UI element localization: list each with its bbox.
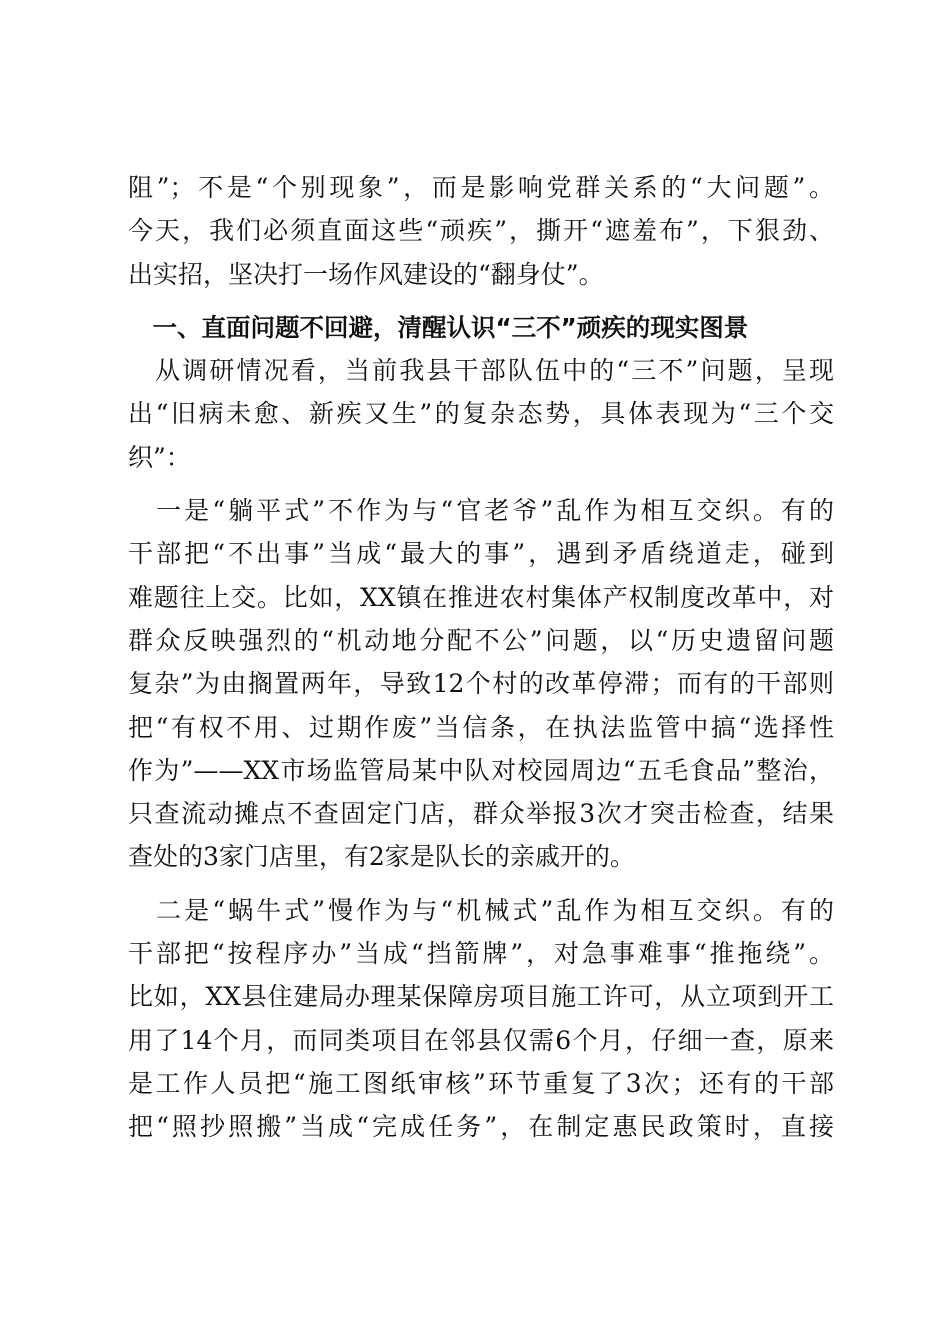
text-line: 作为”——XX市场监管局某中队对校园周边“五毛食品”整治， (128, 755, 834, 785)
text-line: 群众反映强烈的“机动地分配不公”问题，以“历史遗留问题 (128, 625, 834, 655)
text-line: 今天，我们必须直面这些“顽疾”，撕开“遮羞布”，下狠劲、 (128, 216, 834, 246)
text-line: 出实招，坚决打一场作风建设的“翻身仗”。 (128, 259, 604, 289)
text-line: 二是“蜗牛式”慢作为与“机械式”乱作为相互交织。有的 (128, 895, 834, 925)
text-line: 查处的3家门店里，有2家是队长的亲戚开的。 (128, 842, 635, 872)
overview-paragraph (128, 349, 834, 479)
text-line: 从调研情况看，当前我县干部队伍中的“三不”问题，呈现 (128, 356, 834, 386)
paragraph-gap (128, 879, 834, 889)
text-line: 干部把“按程序办”当成“挡箭牌”，对急事难事“推拖绕”。 (128, 939, 834, 969)
intro-paragraph (128, 166, 834, 296)
text-line: 把“照抄照搬”当成“完成任务”，在制定惠民政策时，直接 (128, 1112, 834, 1142)
point-one-paragraph (128, 489, 834, 879)
point-two-paragraph (128, 889, 834, 1149)
text-line: 织”： (128, 442, 191, 472)
text-line: 出“旧病未愈、新疾又生”的复杂态势，具体表现为“三个交 (128, 399, 834, 429)
document-body (128, 166, 834, 1149)
text-line: 复杂”为由搁置两年，导致12个村的改革停滞；而有的干部则 (128, 669, 834, 699)
text-line: 比如，XX县住建局办理某保障房项目施工许可，从立项到开工 (128, 982, 834, 1012)
paragraph-gap (128, 479, 834, 489)
text-line: 干部把“不出事”当成“最大的事”，遇到矛盾绕道走，碰到 (128, 539, 834, 569)
text-line: 把“有权不用、过期作废”当信条，在执法监管中搞“选择性 (128, 712, 834, 742)
text-line: 难题往上交。比如，XX镇在推进农村集体产权制度改革中，对 (128, 582, 834, 612)
text-line: 用了14个月，而同类项目在邻县仅需6个月，仔细一查，原来 (128, 1025, 834, 1055)
section-heading: 一、直面问题不回避，清醒认识“三不”顽疾的现实图景 (128, 312, 749, 342)
text-line: 一是“躺平式”不作为与“官老爷”乱作为相互交织。有的 (128, 496, 834, 526)
text-line: 是工作人员把“施工图纸审核”环节重复了3次；还有的干部 (128, 1068, 834, 1098)
text-line: 只查流动摊点不查固定门店，群众举报3次才突击检查，结果 (128, 799, 834, 829)
paragraph-gap (128, 296, 834, 306)
text-line: 阻”；不是“个别现象”，而是影响党群关系的“大问题”。 (128, 173, 834, 202)
